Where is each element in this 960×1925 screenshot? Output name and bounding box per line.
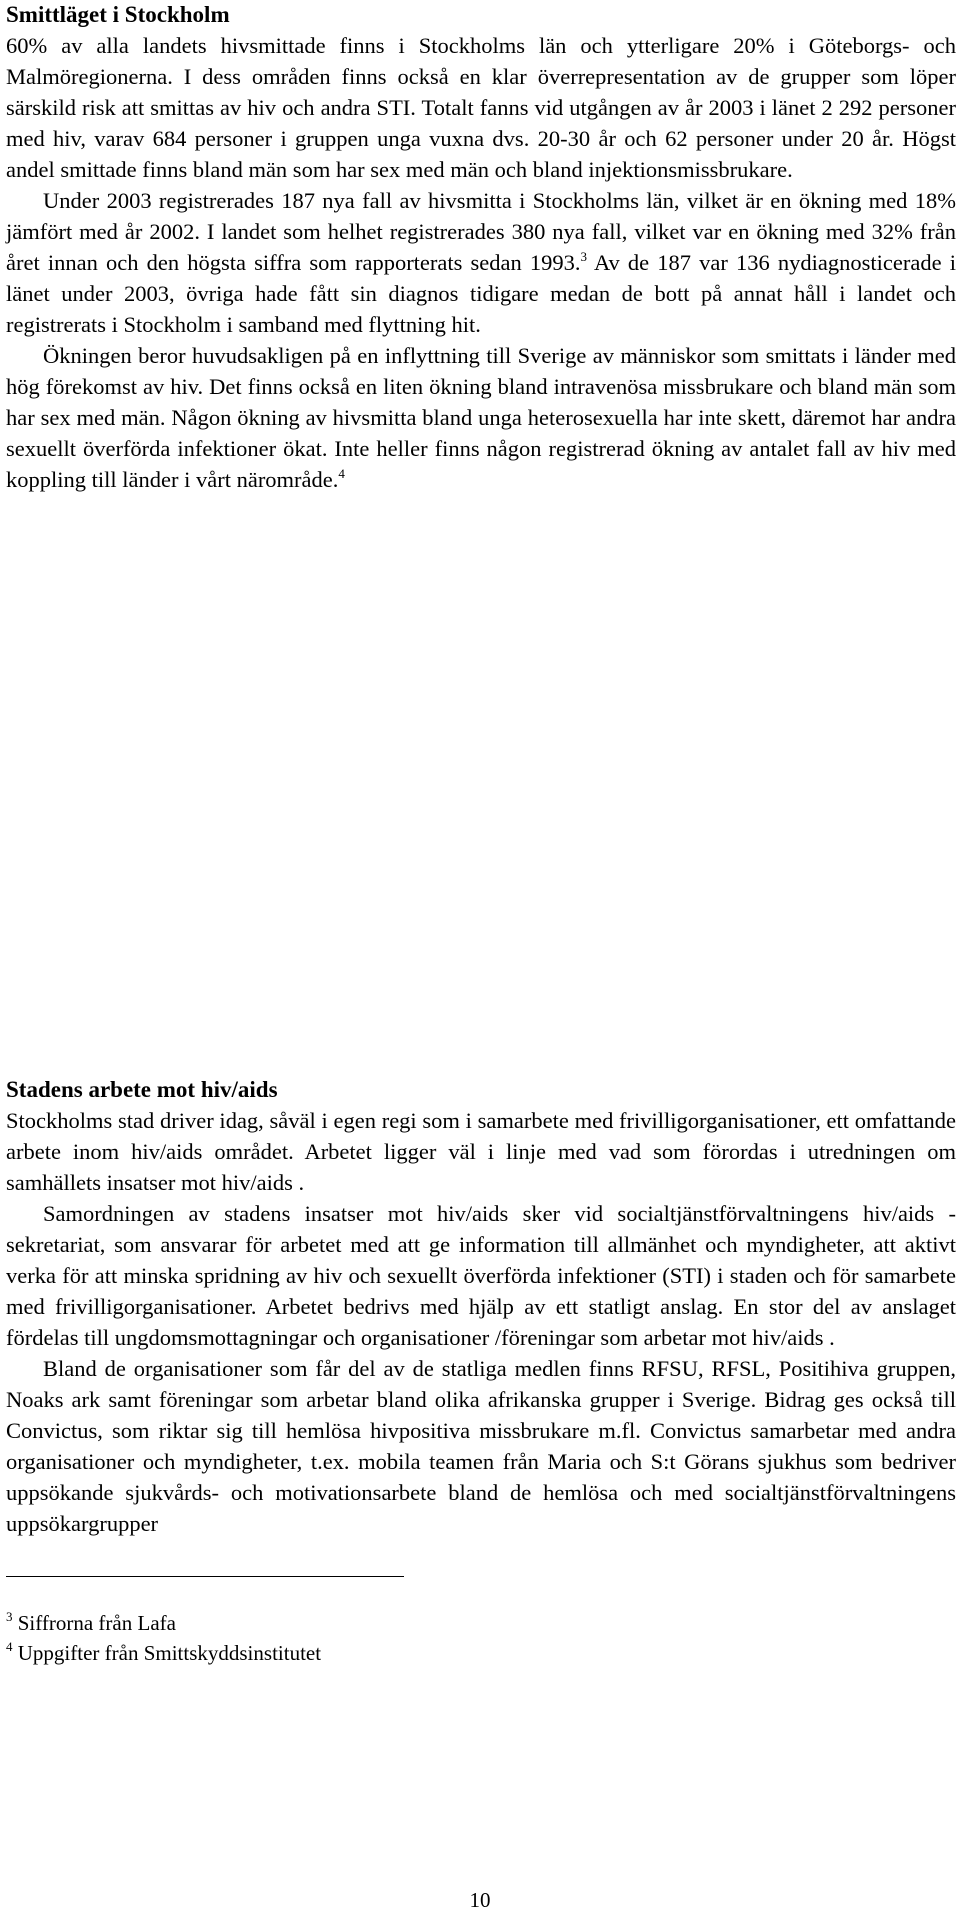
footnote-separator bbox=[6, 1576, 404, 1577]
paragraph-city-work-intro: Stockholms stad driver idag, såväl i egen regi som i samarbete med frivilligorganisationer, ett omfattande arbete inom hiv/aids området. Arbetet ligger väl i linje med vad som förordas i utredningen om samhällets insatser mot hiv/aids . bbox=[6, 1108, 956, 1195]
paragraph-organisations: Bland de organisationer som får del av de statliga medlen finns RFSU, RFSL, Positihiva gruppen, Noaks ark samt föreningar som arbetar bland olika afrikanska grupper i Sverige. Bidrag ges också till Convictus, som riktar sig till hemlösa hivpositiva missbrukare m.fl. Convictus samarbetar med andra organisationer och myndigheter, t.ex. mobila teamen från Maria och S:t Görans sjukhus som bedriver uppsökande sjukvårds- och motivationsarbete bland de hemlösa och med socialtjänstförvaltningens uppsökargrupper bbox=[6, 1356, 956, 1536]
paragraph-new-cases bbox=[6, 185, 956, 340]
footnote-text: Siffrorna från Lafa bbox=[17, 1611, 176, 1635]
footnote-text: Uppgifter från Smittskyddsinstitutet bbox=[17, 1641, 322, 1665]
page-number: 10 bbox=[469, 1888, 491, 1912]
footnote-number: 3 bbox=[6, 1609, 13, 1624]
footnote-item bbox=[6, 1638, 956, 1668]
footnote-number: 4 bbox=[6, 1639, 13, 1654]
footnotes bbox=[6, 1608, 956, 1668]
paragraph-coordination: Samordningen av stadens insatser mot hiv/aids sker vid socialtjänstförvaltningens hiv/aids -sekretariat, som ansvarar för arbetet med att ge information till allmänhet och myndigheter, att aktivt verka för att minska spridning av hiv och sexuellt överförda infektioner (STI) i staden och för samarbete med frivilligorganisationer. Arbetet bedrivs med hjälp av ett statligt anslag. En stor del av anslaget fördelas till ungdomsmottagningar och organisationer /föreningar som arbetar mot hiv/aids . bbox=[6, 1201, 956, 1350]
section-heading: Stadens arbete mot hiv/aids bbox=[6, 1077, 278, 1102]
paragraph-infection-share: 60% av alla landets hivsmittade finns i Stockholms län och ytterligare 20% i Göteborgs- och Malmöregionerna. I dess områden finns också en klar överrepresentation av de grupper som löper särskild risk att smittas av hiv och andra STI. Totalt fanns vid utgången av år 2003 i länet 2 292 personer med hiv, varav 684 personer i gruppen unga vuxna dvs. 20-30 år och 62 personer under 20 år. Högst andel smittade finns bland män som har sex med män och bland injektionsmissbrukare. bbox=[6, 33, 956, 182]
footnote-item bbox=[6, 1608, 956, 1638]
footnote-reference: 3 bbox=[580, 249, 588, 264]
section-heading: Smittläget i Stockholm bbox=[6, 2, 230, 27]
paragraph-text: Av de 187 var 136 nydiagnosticerade i länet under 2003, övriga hade fått sin diagnos tidigare medan de bott på annat håll i landet och registrerats i Stockholm i samband med flyttning hit. bbox=[6, 250, 957, 337]
footnote-reference: 4 bbox=[338, 466, 345, 481]
section-infection-status bbox=[6, 0, 956, 495]
paragraph-text: Under 2003 registrerades 187 nya fall av hivsmitta i Stockholms län, vilket är en ökning med 18% jämfört med år 2002. I landet som helhet registrerades 380 nya fall, vilket var en ökning med 32% från året innan och den högsta siffra som rapporterats sedan 1993. bbox=[6, 188, 956, 275]
section-city-work bbox=[6, 1075, 956, 1539]
paragraph-increase-causes bbox=[6, 340, 956, 495]
paragraph-text: Ökningen beror huvudsakligen på en inflyttning till Sverige av människor som smittats i länder med hög förekomst av hiv. Det finns också en liten ökning bland intravenösa missbrukare och bland män som har sex med män. Någon ökning av hivsmitta bland unga heterosexuella har inte skett, däremot har andra sexuellt överförda infektioner ökat. Inte heller finns någon registrerad ökning av antalet fall av hiv med koppling till länder i vårt närområde. bbox=[6, 343, 956, 492]
